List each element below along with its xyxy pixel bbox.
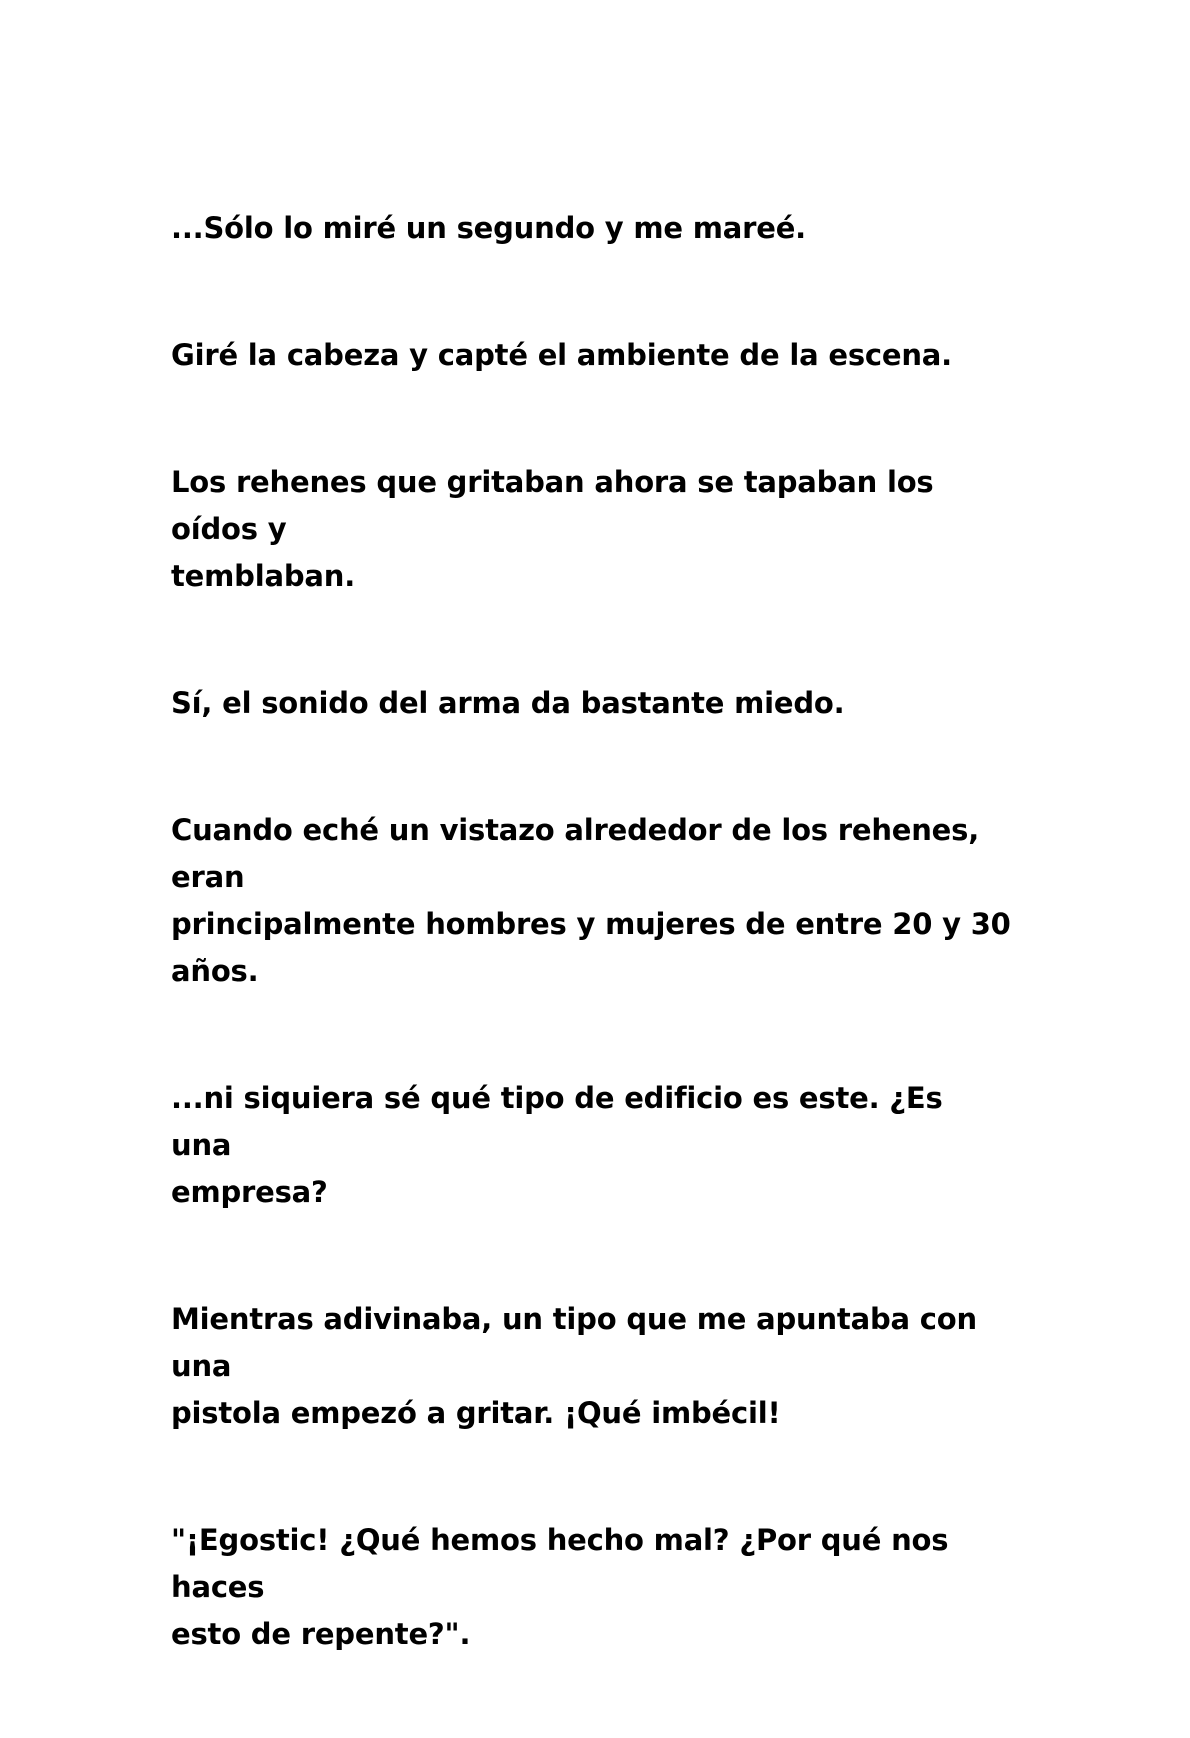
paragraph-7: Mientras adivinaba, un tipo que me apuntaba con una pistola empezó a gritar. ¡Qué imbécil! — [171, 1302, 977, 1430]
document-body — [171, 205, 1011, 1738]
paragraph-5: Cuando eché un vistazo alrededor de los rehenes, eran principalmente hombres y mujeres de entre 20 y 30 años. — [171, 813, 1011, 988]
paragraph-1: ...Sólo lo miré un segundo y me mareé. — [171, 211, 806, 245]
paragraph-3: Los rehenes que gritaban ahora se tapaban los oídos y temblaban. — [171, 465, 934, 593]
paragraph-8: "¡Egostic! ¿Qué hemos hecho mal? ¿Por qué nos haces esto de repente?". — [171, 1523, 949, 1651]
paragraph-6: ...ni siquiera sé qué tipo de edificio es este. ¿Es una empresa? — [171, 1081, 943, 1209]
paragraph-2: Giré la cabeza y capté el ambiente de la escena. — [171, 338, 952, 372]
paragraph-4: Sí, el sonido del arma da bastante miedo. — [171, 686, 845, 720]
